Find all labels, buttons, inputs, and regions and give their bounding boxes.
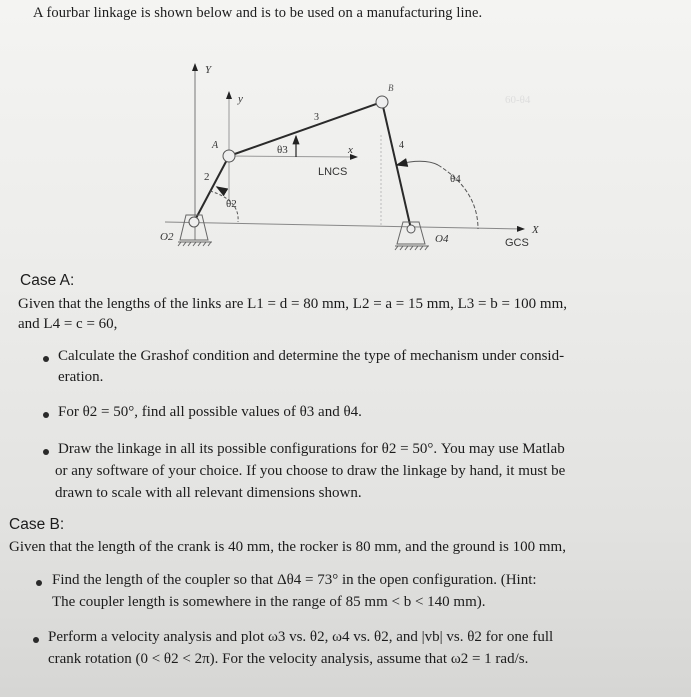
intro-text: A fourbar linkage is shown below and is to be used on a manufacturing line. (33, 5, 483, 21)
case-b-given-line1: Given that the length of the crank is 40 mm, the rocker is 80 mm, and the ground is 100 mm, (9, 539, 566, 555)
link-2-crank (194, 156, 229, 222)
global-x-axis (165, 222, 524, 229)
bullet-dot (43, 356, 49, 362)
label-O2: O2 (160, 231, 174, 243)
bullet-dot (36, 580, 42, 586)
case-b-bullet-1-line1: Find the length of the coupler so that Δθ4 = 73° in the open configuration. (Hint: (52, 572, 537, 588)
case-b-bullet-2-line1: Perform a velocity analysis and plot ω3 vs. θ2, ω4 vs. θ2, and |vb| vs. θ2 for one full (48, 629, 554, 645)
case-b-bullet-2-line2: crank rotation (0 < θ2 < 2π). For the velocity analysis, assume that ω2 = 1 rad/s. (48, 651, 529, 667)
bullet-dot (33, 637, 39, 643)
label-link4: 4 (399, 140, 404, 151)
label-A: A (212, 140, 219, 151)
case-a-given-line1: Given that the lengths of the links are L1 = d = 80 mm, L2 = a = 15 mm, L3 = b = 100 mm, (18, 296, 568, 312)
label-theta3: θ3 (277, 144, 288, 156)
joint-A (223, 150, 235, 162)
local-x-axis (229, 156, 357, 157)
case-a-bullet-1-line2: eration. (58, 369, 104, 385)
label-B: B (388, 83, 394, 93)
label-Y: Y (205, 64, 212, 76)
label-O4: O4 (435, 233, 449, 245)
label-X: X (532, 224, 539, 236)
label-link3: 3 (314, 112, 319, 123)
case-a-given-line2: and L4 = c = 60, (18, 316, 118, 332)
case-a-bullet-3-line3: drawn to scale with all relevant dimensions shown. (55, 485, 362, 501)
fourbar-linkage-diagram (0, 40, 691, 265)
label-gcs: GCS (505, 237, 529, 249)
label-x: x (348, 144, 353, 156)
case-a-heading: Case A: (20, 272, 75, 289)
faint-handwritten-note: 60-θ4 (505, 94, 531, 106)
joint-B (376, 96, 388, 108)
bullet-dot (43, 449, 49, 455)
link-3-coupler (229, 102, 382, 156)
case-a-bullet-3-line1: Draw the linkage in all its possible configurations for θ2 = 50°. You may use Matlab (58, 441, 565, 457)
bullet-dot (43, 412, 49, 418)
label-lncs: LNCS (318, 166, 348, 178)
case-a-bullet-3-line2: or any software of your choice. If you choose to draw the linkage by hand, it must be (55, 463, 566, 479)
label-link2: 2 (204, 171, 210, 183)
case-b-bullet-1-line2: The coupler length is somewhere in the range of 85 mm < b < 140 mm). (52, 594, 486, 610)
case-b-heading: Case B: (9, 516, 65, 533)
case-a-bullet-2: For θ2 = 50°, find all possible values of θ3 and θ4. (58, 404, 362, 420)
label-theta4: θ4 (450, 173, 461, 185)
label-theta2: θ2 (226, 198, 237, 210)
label-y: y (238, 93, 243, 105)
link-4-rocker (382, 102, 411, 229)
case-a-bullet-1-line1: Calculate the Grashof condition and determine the type of mechanism under consid- (58, 348, 565, 364)
